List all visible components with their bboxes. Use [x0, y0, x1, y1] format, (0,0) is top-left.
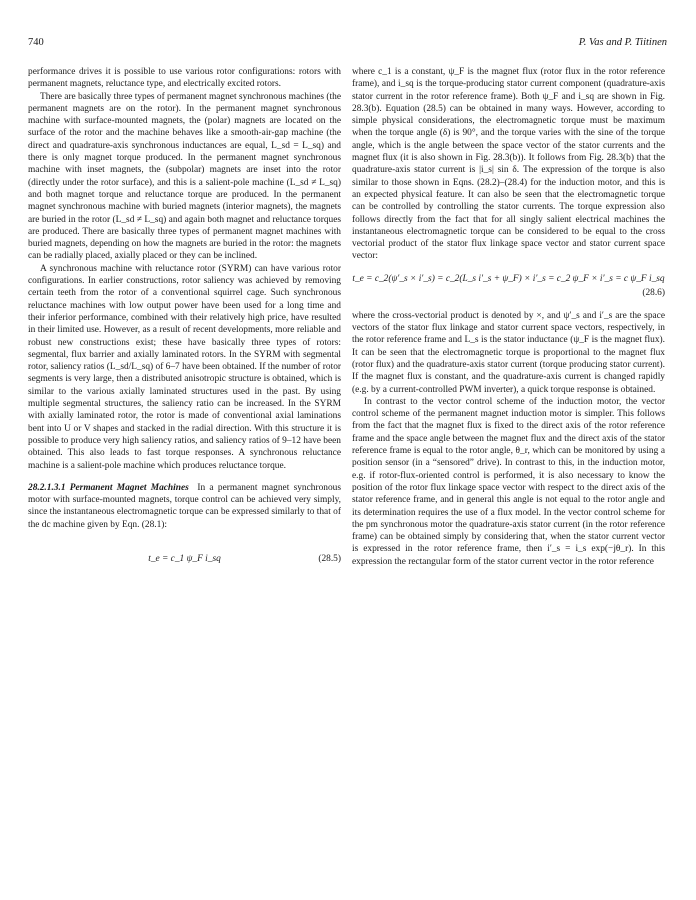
paragraph: In contrast to the vector control scheme of the induction motor, the vector control scheme of the permanent magnet induction motor is simpler. This follows from the fact that the magnet flux is fixed to the direct axis of the rotor reference frame and the space angle between the magnet flux and the direct axis of the stator reference frame is equal to the rotor angle, θ_r, which can be monitored by using a position sensor (in a “sensored” drive). In contrast to this, in the induction motor, e.g. if rotor-flux-oriented control is performed, it is also necessary to know the position of the rotor flux linkage space vector with respect to the direct axis of the stator reference frame, and in general this angle is not equal to the rotor angle and its determination requires the use of a flux model. In the vector control scheme for the pm synchronous motor the quadrature-axis stator current (in the rotor reference frame) can be obtained simply by considering that, when the stator current vector is expressed in the rotor reference frame, then i′_s = i_s exp(−jθ_r). In this expression the rectangular form of the stator current vector in the rotor reference — [352, 396, 665, 567]
paragraph: where the cross-vectorial product is denoted by ×, and ψ′_s and i′_s are the space vectors of the stator flux linkage and stator current space vectors, respectively, in the rotor reference frame and L_s is the stator inductance (ψ_F is the magnet flux). It can be seen that the electromagnetic torque is proportional to the magnet flux (rotor flux) and the quadrature-axis stator current (torque producing stator current). If the magnet flux is constant, and the quadrature-axis current is changed rapidly (e.g. by a current-controlled PWM inverter), a quick torque response is obtained. — [352, 310, 665, 395]
equation-number-row — [352, 287, 665, 300]
page-number: 740 — [28, 37, 44, 48]
paragraph: where c_1 is a constant, ψ_F is the magnet flux (rotor flux in the rotor reference frame), and i_sq is the torque-producing stator current component (quadrature-axis stator current in the rotor reference frame). Both ψ_F and i_sq are shown in Fig. 28.3(b). Equation (28.5) can be obtained in many ways. However, according to simple physical considerations, the electromagnetic torque must be maximum when the torque angle (δ) is 90°, and the torque varies with the sine of the torque angle, which is the angle between the space vector of the stator currents and the magnet flux (it is also shown in Fig. 28.3(b)). It follows from Fig. 28.3(b) that the quadrature-axis stator current is |i_s| sin δ. The expression of the torque is also similar to those shown in Eqns. (28.2)–(28.4) for the induction motor, and this is an expected physical feature. It can also be seen that the electromagnetic torque can be controlled by controlling the stator currents. The torque expression also follows directly from the fact that for all singly salient electrical machines the instantaneous electromagnetic torque can be considered to be equal to the cross vectorial product of the stator flux linkage space vector and stator current space vector: — [352, 67, 665, 262]
section-heading: 28.2.1.3.1 Permanent Magnet Machines — [28, 482, 189, 493]
equation-28-5 — [28, 553, 341, 567]
paragraph: In a permanent magnet synchronous motor with surface-mounted magnets, torque control can be achieved very simply, since the instantaneous electromagnetic torque can be expressed similarly to that of the dc machine given by Eqn. (28.1): — [28, 482, 341, 530]
equation-number: (28.5) — [318, 553, 341, 564]
equation-28-6 — [352, 273, 665, 287]
running-authors: P. Vas and P. Tiitinen — [578, 37, 667, 48]
page-header — [28, 37, 667, 51]
equation-body: t_e = c_2(ψ′_s × i′_s) = c_2(L_s i′_s + ψ_F) × i′_s = c_2 ψ_F × i′_s = c ψ_F i_sq — [352, 273, 665, 284]
section-paragraph — [28, 482, 341, 531]
left-column — [28, 66, 341, 567]
paragraph: A synchronous machine with reluctance rotor (SYRM) can have various rotor configurations. In earlier constructions, rotor saliency was achieved by removing certain teeth from the rotor of a conventional squirrel cage. Such synchronous reluctance machines with low output power have been used for a long time and their inferior performance, combined with their relatively high price, have resulted in their limited use. However, as a result of recent developments, more reliable and robust new constructions exist; these have basically three types of rotors: segmental, flux barrier and axially laminated rotors. In the SYRM with segmental rotor, saliency ratios (L_sd/L_sq) of 6–7 have been obtained. If the number of rotor segments is very large, then a distributed anisotropic structure is obtained, which is similar to the various axially laminated structures used in the past. By using multiple segmental structures, the saliency ratio can be increased. In the SYRM with axially laminated rotor, the rotor is made of conventional axial laminations bent into U or V shapes and stacked in the radial direction. With this structure it is possible to produce very high saliency ratios, and saliency ratios of 9–12 have been obtained. This also leads to fast torque responses. A synchronous reluctance machine is a salient-pole machine which produces reluctance torque. — [28, 263, 341, 471]
paragraph: There are basically three types of permanent magnet synchronous machines (the permanent magnets are on the rotor). In the permanent magnet synchronous machine with surface-mounted magnets, the (polar) magnets are located on the surface of the rotor and the machine behaves like a smooth-air-gap machine (the direct and quadrature-axis synchronous inductances are equal, L_sd = L_sq) and there is only magnet torque produced. In the permanent magnet synchronous machine with inset magnets, the (subpolar) magnets are inset into the rotor (directly under the rotor surface), and this is a salient-pole machine (L_sd ≠ L_sq) and both magnet torque and reluctance torque are produced. In the permanent magnet synchronous machine with buried magnets (interior magnets), the magnets are buried in the rotor (L_sd ≠ L_sq) and again both magnet and reluctance torques are produced. There are basically three types of permanent magnet machines with buried magnets, depending on how the magnets are buried in the rotor: the magnets can be radially placed, axially placed or they can be inclined. — [28, 91, 341, 262]
paragraph: performance drives it is possible to use various rotor configurations: rotors with permanent magnets, reluctance type, and electrically excited rotors. — [28, 67, 341, 90]
equation-number: (28.6) — [642, 287, 665, 298]
equation-body: t_e = c_1 ψ_F i_sq — [148, 553, 221, 564]
right-column — [352, 66, 665, 568]
